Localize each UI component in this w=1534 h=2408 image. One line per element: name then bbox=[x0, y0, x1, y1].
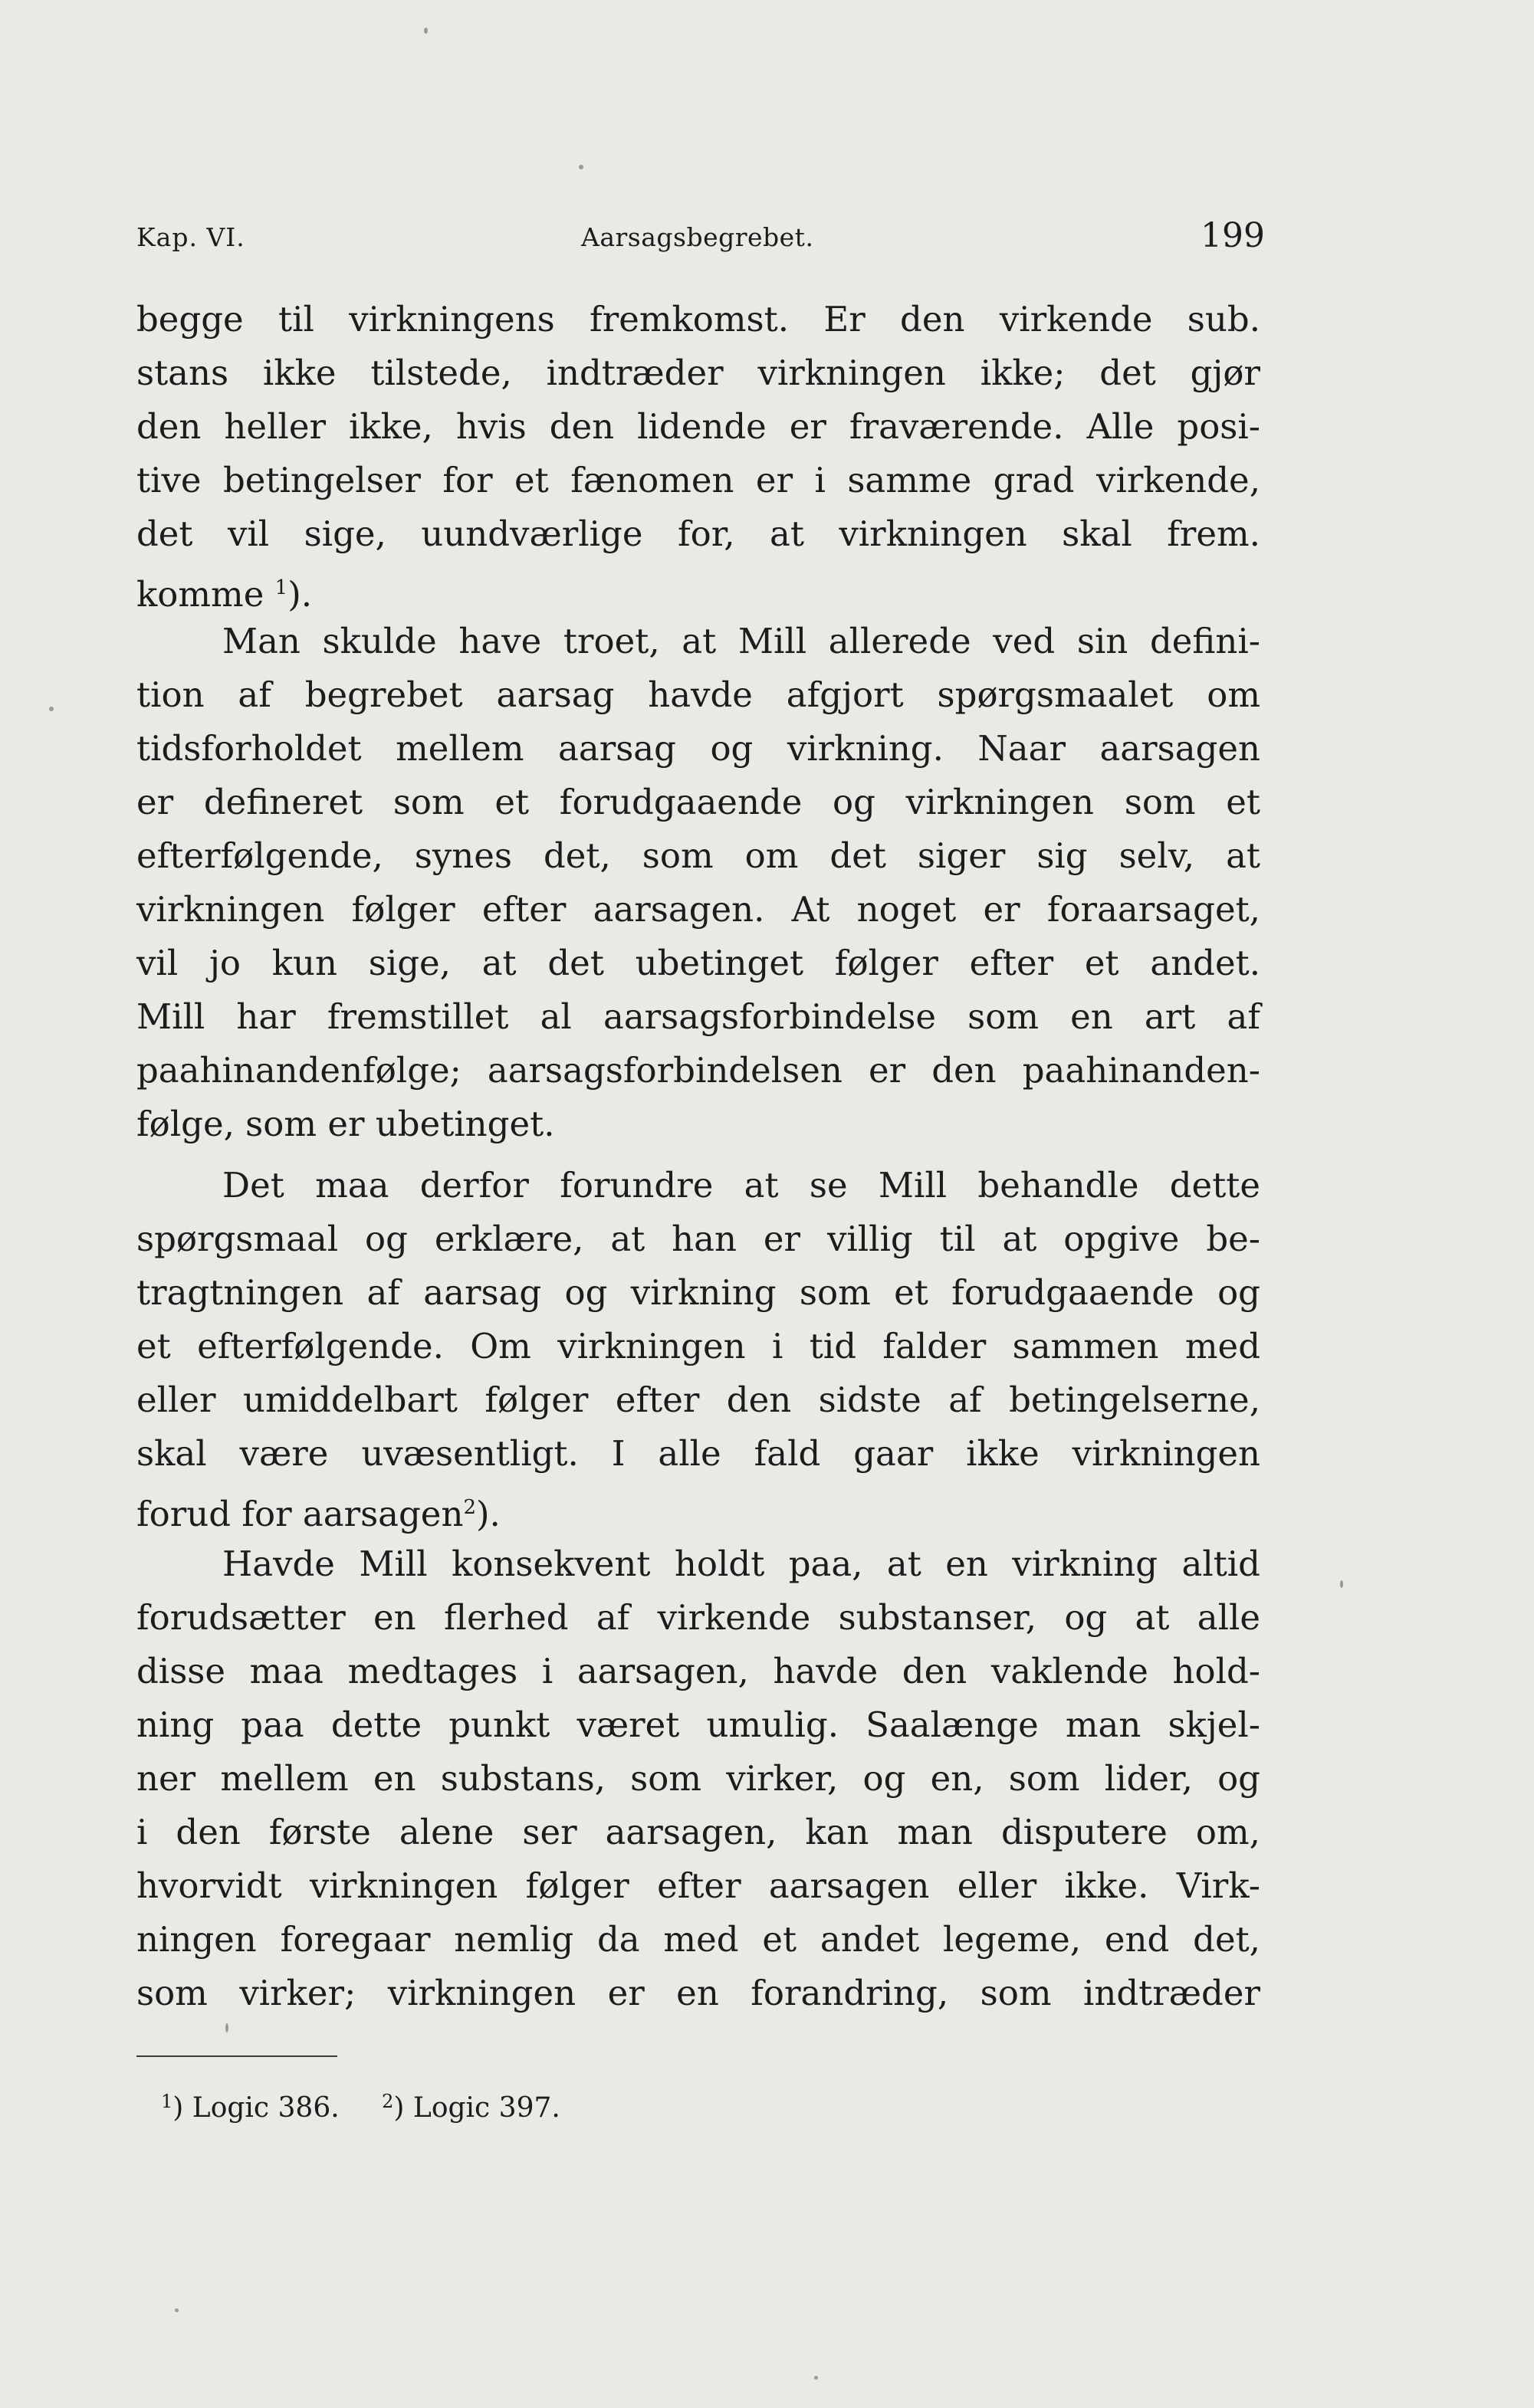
chapter-label: Kap. VI. bbox=[136, 222, 245, 252]
text-line: er defineret som et forudgaaende og virkningen som et bbox=[136, 782, 1260, 822]
line-text: forud for aarsagen bbox=[136, 1494, 464, 1534]
footnote-divider bbox=[136, 2055, 337, 2057]
footnote-close: ) bbox=[172, 2092, 184, 2124]
text-line: stans ikke tilstede, indtræder virkningen ikke; det gjør bbox=[136, 353, 1260, 393]
chapter-title: Aarsagsbegrebet. bbox=[581, 222, 814, 252]
text-line: Det maa derfor forundre at se Mill behandle dette bbox=[222, 1165, 1260, 1206]
text-line: det vil sige, uundværlige for, at virkningen skal frem. bbox=[136, 513, 1260, 554]
paper-speck bbox=[424, 28, 428, 34]
footnote-text: Logic 397. bbox=[412, 2092, 560, 2124]
footnotes bbox=[161, 2091, 594, 2124]
text-line: tion af begrebet aarsag havde afgjort spørgsmaalet om bbox=[136, 674, 1260, 715]
text-line: Man skulde have troet, at Mill allerede ved sin defini- bbox=[222, 621, 1260, 661]
footnote-ref-1-close: ). bbox=[287, 574, 313, 615]
page-number: 199 bbox=[1201, 216, 1265, 255]
text-line: hvorvidt virkningen følger efter aarsagen eller ikke. Virk- bbox=[136, 1865, 1260, 1906]
footnote-ref-2-close: ). bbox=[475, 1494, 501, 1534]
footnote-close: ) bbox=[393, 2092, 405, 2124]
text-line: tragtningen af aarsag og virkning som et forudgaaende og bbox=[136, 1272, 1260, 1313]
footnote-2 bbox=[382, 2091, 560, 2124]
paper-speck bbox=[225, 2023, 228, 2032]
text-line: spørgsmaal og erklære, at han er villig til at opgive be- bbox=[136, 1219, 1260, 1259]
text-line: et efterfølgende. Om virkningen i tid falder sammen med bbox=[136, 1326, 1260, 1366]
text-line: disse maa medtages i aarsagen, havde den vaklende hold- bbox=[136, 1651, 1260, 1691]
text-line: efterfølgende, synes det, som om det siger sig selv, at bbox=[136, 835, 1260, 876]
footnote-text: Logic 386. bbox=[192, 2092, 340, 2124]
footnote-mark: 2 bbox=[382, 2091, 394, 2112]
footnote-mark: 1 bbox=[161, 2091, 173, 2112]
text-line: Mill har fremstillet al aarsagsforbindelse som en art af bbox=[136, 996, 1260, 1037]
line-text: komme bbox=[136, 574, 264, 615]
text-line bbox=[136, 561, 1260, 615]
paper-speck bbox=[814, 2376, 818, 2380]
footnote-ref-2[interactable]: 2 bbox=[463, 1496, 476, 1519]
text-line: tive betingelser for et fænomen er i samme grad virkende, bbox=[136, 460, 1260, 500]
text-line: som virker; virkningen er en forandring, som indtræder bbox=[136, 1973, 1260, 2013]
text-line bbox=[136, 1481, 1260, 1534]
paper-speck bbox=[1340, 1580, 1343, 1588]
text-line: i den første alene ser aarsagen, kan man disputere om, bbox=[136, 1812, 1260, 1852]
text-line: ningen foregaar nemlig da med et andet legeme, end det, bbox=[136, 1919, 1260, 1960]
text-line: virkningen følger efter aarsagen. At noget er foraarsaget, bbox=[136, 889, 1260, 930]
text-line: Havde Mill konsekvent holdt paa, at en virkning altid bbox=[222, 1544, 1260, 1584]
text-line: vil jo kun sige, at det ubetinget følger efter et andet. bbox=[136, 943, 1260, 983]
text-line: forudsætter en flerhed af virkende substanser, og at alle bbox=[136, 1597, 1260, 1638]
paper-speck bbox=[175, 2308, 179, 2312]
text-line: følge, som er ubetinget. bbox=[136, 1104, 555, 1144]
text-line: ner mellem en substans, som virker, og en, som lider, og bbox=[136, 1758, 1260, 1799]
text-line: skal være uvæsentligt. I alle fald gaar ikke virkningen bbox=[136, 1433, 1260, 1474]
text-line: begge til virkningens fremkomst. Er den virkende sub. bbox=[136, 299, 1260, 340]
text-line: tidsforholdet mellem aarsag og virkning. Naar aarsagen bbox=[136, 728, 1260, 769]
text-line: paahinandenfølge; aarsagsforbindelsen er den paahinanden- bbox=[136, 1050, 1260, 1091]
paper-speck bbox=[49, 707, 54, 711]
text-line: den heller ikke, hvis den lidende er fraværende. Alle posi- bbox=[136, 406, 1260, 447]
footnote-ref-1[interactable]: 1 bbox=[274, 576, 288, 599]
paper-speck bbox=[579, 165, 583, 169]
footnote-1 bbox=[161, 2091, 340, 2124]
running-head bbox=[136, 216, 1265, 262]
text-line: ning paa dette punkt været umulig. Saalænge man skjel- bbox=[136, 1704, 1260, 1745]
text-line: eller umiddelbart følger efter den sidste af betingelserne, bbox=[136, 1380, 1260, 1420]
